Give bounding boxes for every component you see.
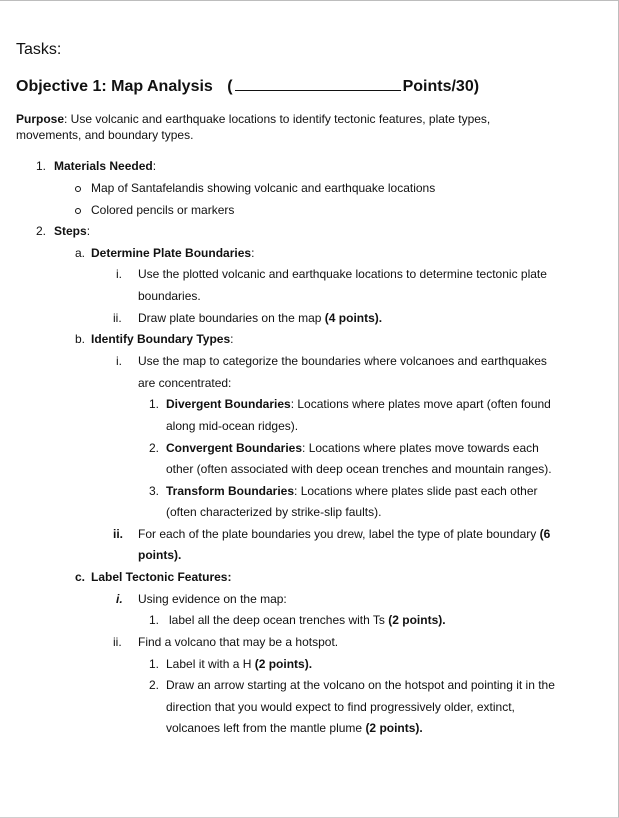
section-1-number: 1. (36, 159, 47, 173)
step-c-ii-sub2-line-2: direction that you would expect to find progressively older, extinct, (166, 700, 515, 714)
section-1-title: Materials Needed: (54, 159, 157, 173)
step-a-letter: a. (75, 246, 86, 260)
step-c-i-sub-text: label all the deep ocean trenches with Ts (2 points). (169, 613, 446, 627)
step-c-ii-sub1-number: 1. (149, 657, 160, 671)
step-b-i-number: i. (116, 354, 122, 368)
boundary-type-number: 3. (149, 484, 160, 498)
boundary-type-transform: Transform Boundaries: Locations where plates slide past each other (166, 484, 538, 498)
step-b-ii-number: ii. (113, 527, 124, 541)
materials-item: Colored pencils or markers (91, 203, 235, 217)
hollow-bullet-icon (75, 208, 81, 214)
objective-title: Objective 1: Map Analysis (16, 78, 213, 95)
step-c-ii-sub1-text: Label it with a H (2 points). (166, 657, 313, 671)
step-b-title: Identify Boundary Types: (91, 332, 234, 346)
step-c-i-number: i. (116, 592, 123, 606)
hollow-bullet-icon (75, 186, 81, 192)
step-c-ii-text: Find a volcano that may be a hotspot. (138, 635, 339, 649)
purpose-line-1: Purpose: Use volcanic and earthquake locations to identify tectonic features, plate types, (16, 112, 491, 126)
objective-heading: Objective 1: Map Analysis ( Points/30) (16, 78, 480, 95)
step-b-ii-line-1: For each of the plate boundaries you drew, label the type of plate boundary (6 (138, 527, 551, 541)
boundary-type-transform-line-2: (often characterized by strike-slip faults). (166, 505, 382, 519)
step-a-i-number: i. (116, 267, 122, 281)
step-a-ii-number: ii. (113, 311, 122, 325)
step-c-letter: c. (75, 570, 86, 584)
purpose-line-2: movements, and boundary types. (16, 128, 194, 142)
step-a-title: Determine Plate Boundaries: (91, 246, 255, 260)
step-b-i-line-1: Use the map to categorize the boundaries where volcanoes and earthquakes (138, 354, 547, 368)
step-c-i-sub-number: 1. (149, 613, 160, 627)
boundary-type-convergent-line-2: other (often associated with deep ocean trenches and mountain ranges). (166, 462, 552, 476)
step-a-i-line-2: boundaries. (138, 289, 201, 303)
step-c-ii-number: ii. (113, 635, 122, 649)
step-c-ii-sub2-number: 2. (149, 678, 160, 692)
section-2-title: Steps: (54, 224, 91, 238)
step-b-letter: b. (75, 332, 86, 346)
section-2-number: 2. (36, 224, 47, 238)
boundary-type-number: 1. (149, 397, 160, 411)
boundary-type-divergent-line-2: along mid-ocean ridges). (166, 419, 299, 433)
boundary-type-divergent: Divergent Boundaries: Locations where plates move apart (often found (166, 397, 551, 411)
boundary-type-number: 2. (149, 441, 160, 455)
step-c-ii-sub2-line-1: Draw an arrow starting at the volcano on the hotspot and pointing it in the (166, 678, 555, 692)
points-total: Points/30) (402, 78, 480, 95)
materials-item: Map of Santafelandis showing volcanic and earthquake locations (91, 181, 436, 195)
step-a-ii-text: Draw plate boundaries on the map (4 points). (138, 311, 383, 325)
step-c-i-text: Using evidence on the map: (138, 592, 287, 606)
step-b-i-line-2: are concentrated: (138, 376, 232, 390)
points-blank-line[interactable] (235, 76, 401, 91)
step-c-title: Label Tectonic Features: (91, 570, 232, 584)
boundary-type-convergent: Convergent Boundaries: Locations where plates move towards each (166, 441, 539, 455)
step-b-ii-line-2: points). (138, 548, 182, 562)
tasks-heading: Tasks: (16, 41, 62, 58)
step-a-i-line-1: Use the plotted volcanic and earthquake locations to determine tectonic plate (138, 267, 547, 281)
step-c-ii-sub2-line-3: volcanoes left from the mantle plume (2 points). (166, 721, 423, 735)
